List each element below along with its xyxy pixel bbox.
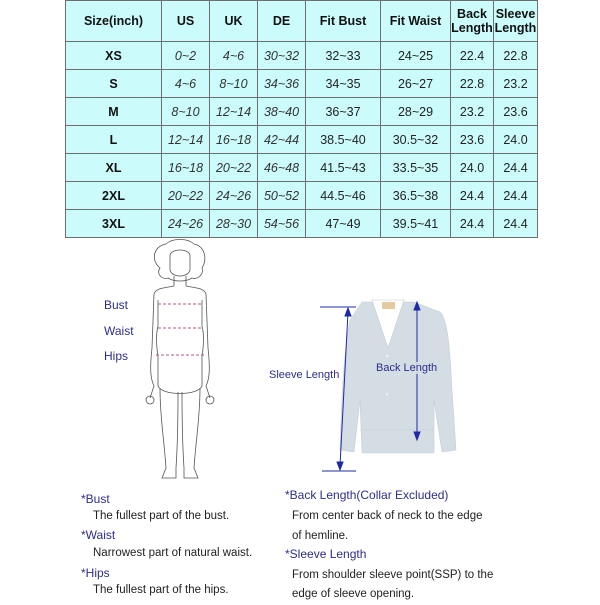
header-back-length	[451, 1, 494, 42]
back-arrow-head-top	[414, 302, 420, 310]
table-cell: 24.4	[451, 182, 494, 210]
table-cell: 36.5~38	[381, 182, 451, 210]
waist-desc-text: Narrowest part of natural waist.	[93, 547, 253, 559]
table-row	[66, 154, 538, 182]
table-cell: 30.5~32	[381, 126, 451, 154]
table-cell: 38~40	[258, 98, 306, 126]
back-length-desc-line2: of hemline.	[292, 530, 349, 542]
table-cell: 23.6	[494, 98, 538, 126]
table-cell: 22.4	[451, 42, 494, 70]
hips-desc-title: *Hips	[81, 566, 110, 580]
back-length-label: Back Length	[376, 362, 438, 374]
table-cell: 0~2	[162, 42, 210, 70]
table-row	[66, 182, 538, 210]
right-leg	[182, 388, 200, 478]
table-cell: 33.5~35	[381, 154, 451, 182]
table-row	[66, 126, 538, 154]
back-length-desc-title: *Back Length(Collar Excluded)	[285, 488, 449, 502]
table-cell: 22.8	[494, 42, 538, 70]
table-cell: 34~35	[306, 70, 381, 98]
table-cell: 24~26	[210, 182, 258, 210]
table-cell: 8~10	[162, 98, 210, 126]
table-cell: 47~49	[306, 210, 381, 238]
body-figure-illustration	[120, 238, 240, 488]
table-cell: 46~48	[258, 154, 306, 182]
table-cell: 24~26	[162, 210, 210, 238]
table-cell: 23.6	[451, 126, 494, 154]
table-cell: 12~14	[210, 98, 258, 126]
table-cell: 20~22	[162, 182, 210, 210]
table-cell: 54~56	[258, 210, 306, 238]
hips-desc-text: The fullest part of the hips.	[93, 584, 229, 596]
bust-label: Bust	[104, 298, 129, 312]
header-us: US	[162, 1, 210, 42]
table-row	[66, 98, 538, 126]
table-cell: 30~32	[258, 42, 306, 70]
table-cell: 26~27	[381, 70, 451, 98]
table-cell: 16~18	[162, 154, 210, 182]
table-cell: 39.5~41	[381, 210, 451, 238]
header-de: DE	[258, 1, 306, 42]
table-cell: 20~22	[210, 154, 258, 182]
sleeve-length-desc-title: *Sleeve Length	[285, 547, 367, 561]
back-arrow-head-bottom	[414, 432, 420, 440]
table-row	[66, 42, 538, 70]
hips-label: Hips	[104, 349, 129, 363]
table-row	[66, 210, 538, 238]
size-cell: 2XL	[66, 182, 162, 210]
size-cell: 3XL	[66, 210, 162, 238]
size-cell: XS	[66, 42, 162, 70]
header-sleeve-length	[494, 1, 538, 42]
sleeve-length-label: Sleeve Length	[269, 369, 340, 381]
hair-outline	[154, 240, 204, 282]
waist-label: Waist	[104, 324, 134, 338]
table-cell: 12~14	[162, 126, 210, 154]
table-cell: 16~18	[210, 126, 258, 154]
table-cell: 36~37	[306, 98, 381, 126]
table-cell: 32~33	[306, 42, 381, 70]
table-cell: 22.8	[451, 70, 494, 98]
waist-hips	[157, 300, 204, 394]
table-cell: 4~6	[210, 42, 258, 70]
header-fit-waist: Fit Waist	[381, 1, 451, 42]
table-cell: 23.2	[494, 70, 538, 98]
sleeve-arrow-head-bottom	[337, 462, 343, 470]
table-cell: 24.0	[494, 126, 538, 154]
table-cell: 28~29	[381, 98, 451, 126]
bust-desc-text: The fullest part of the bust.	[93, 510, 230, 522]
table-cell: 41.5~43	[306, 154, 381, 182]
table-cell: 4~6	[162, 70, 210, 98]
size-chart-table	[65, 0, 538, 238]
table-cell: 24.4	[494, 182, 538, 210]
header-fit-bust: Fit Bust	[306, 1, 381, 42]
table-cell: 50~52	[258, 182, 306, 210]
bust-desc-title: *Bust	[81, 492, 110, 506]
table-cell: 24~25	[381, 42, 451, 70]
sleeve-length-arrow	[340, 312, 348, 466]
header-back-length-line2: Length	[451, 21, 493, 35]
header-size: Size(inch)	[66, 1, 162, 42]
table-cell: 38.5~40	[306, 126, 381, 154]
table-cell: 8~10	[210, 70, 258, 98]
table-row	[66, 70, 538, 98]
header-sleeve-length-line2: Length	[494, 21, 537, 35]
waist-desc-title: *Waist	[81, 528, 116, 542]
header-sleeve-length-line1: Sleeve	[495, 7, 536, 21]
header-back-length-line1: Back	[457, 7, 487, 21]
table-cell: 23.2	[451, 98, 494, 126]
size-cell: L	[66, 126, 162, 154]
header-uk: UK	[210, 1, 258, 42]
sleeve-length-desc-line2: edge of sleeve opening.	[292, 588, 415, 600]
back-length-desc-line1: From center back of neck to the edge	[292, 510, 483, 522]
table-cell: 24.4	[494, 154, 538, 182]
table-header-row	[66, 1, 538, 42]
sleeve-arrow-head-top	[345, 308, 351, 316]
table-cell: 24.4	[494, 210, 538, 238]
torso-outline	[150, 286, 210, 398]
table-cell: 24.4	[451, 210, 494, 238]
size-cell: S	[66, 70, 162, 98]
table-cell: 44.5~46	[306, 182, 381, 210]
face-outline	[170, 250, 190, 276]
sleeve-length-desc-line1: From shoulder sleeve point(SSP) to the	[292, 569, 494, 581]
measurement-arrows	[270, 290, 470, 475]
table-cell: 42~44	[258, 126, 306, 154]
table-cell: 24.0	[451, 154, 494, 182]
size-cell: M	[66, 98, 162, 126]
left-leg	[160, 388, 178, 478]
size-cell: XL	[66, 154, 162, 182]
table-cell: 34~36	[258, 70, 306, 98]
table-cell: 28~30	[210, 210, 258, 238]
